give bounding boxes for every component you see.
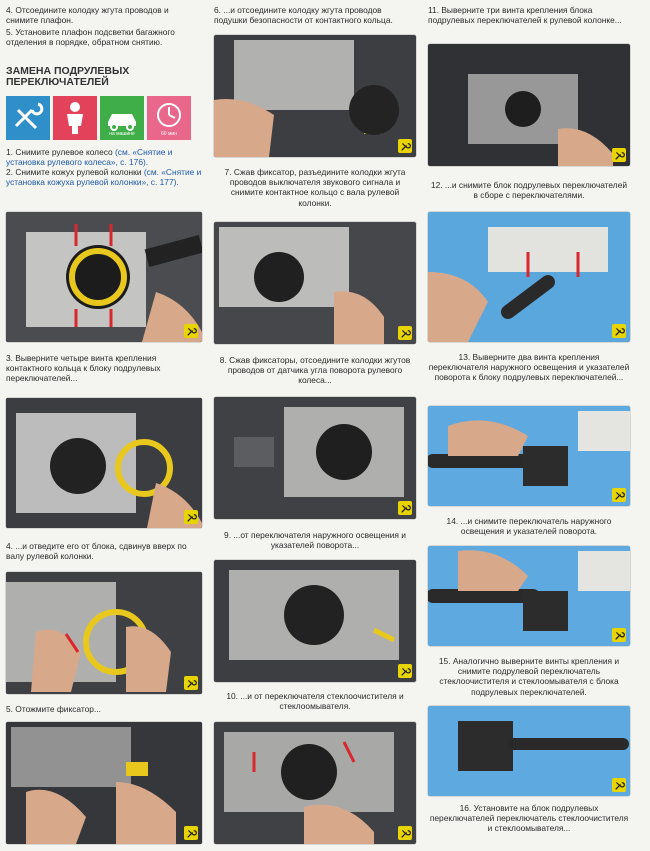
photo-step-11 — [428, 44, 630, 166]
photo-step-14 — [428, 546, 630, 646]
time-tile-caption: 60 мин — [161, 131, 177, 137]
photo-step-4 — [6, 398, 202, 528]
wrench-icon — [184, 676, 198, 690]
photo-step-9 — [214, 560, 416, 682]
step-2-ref-link[interactable]: (см. «Снятие и установка кожуха рулевой колонки», с. 177). — [6, 167, 202, 188]
caption-4: 4. ...и отведите его от блока, сдвинув вверх по валу рулевой колонки. — [6, 541, 187, 562]
clock-icon — [147, 96, 191, 140]
caption-15: 15. Аналогично выверните винты крепления и снимите подрулевой переключатель стеклоочистителя и стеклоомывателя с блока подрулевых переключателей. — [438, 656, 620, 697]
wrench-icon — [398, 826, 412, 840]
photo-step-6 — [214, 35, 416, 157]
wrench-icon — [398, 139, 412, 153]
photo-step-12 — [428, 212, 630, 342]
wrench-icon — [398, 664, 412, 678]
intro-item-4: 4. Отсоедините колодку жгута проводов и снимите плафон. — [6, 5, 169, 26]
car-icon — [100, 96, 144, 140]
caption-5: 5. Отожмите фиксатор... — [6, 704, 101, 714]
caption-14: 14. ...и снимите переключатель наружного освещения и указателей поворота. — [446, 516, 612, 537]
wrench-icon — [398, 501, 412, 515]
caption-10: 10. ...и от переключателя стеклоочистителя и стеклоомывателя. — [226, 691, 404, 712]
caption-7: 7. Сжав фиксатор, разъедините колодки жгута проводов выключателя звукового сигнала и снимите контактное кольцо с вала рулевой колонки. — [224, 167, 406, 208]
caption-11: 11. Выверните три винта крепления блока подрулевых переключателей к рулевой колонке... — [428, 5, 622, 26]
info-tiles — [6, 96, 191, 140]
wrench-icon — [184, 826, 198, 840]
car-tile-caption: на машине — [109, 131, 135, 137]
photo-step-8 — [214, 397, 416, 519]
photo-step-5b — [6, 722, 202, 844]
wrench-icon — [612, 628, 626, 642]
tools-icon — [6, 96, 50, 140]
section-title: ЗАМЕНА ПОДРУЛЕВЫХ ПЕРЕКЛЮЧАТЕЛЕЙ — [6, 65, 130, 88]
wrench-icon — [184, 510, 198, 524]
caption-13: 13. Выверните два винта крепления переключателя наружного освещения и указателей поворота к блоку подрулевых переключателей... — [428, 352, 630, 383]
caption-16: 16. Установите на блок подрулевых переключателей переключатель стеклоочистителя и стеклоомывателя... — [429, 803, 629, 834]
photo-step-15 — [428, 706, 630, 796]
wrench-icon — [612, 778, 626, 792]
wrench-icon — [612, 148, 626, 162]
wrench-icon — [612, 324, 626, 338]
photo-step-3 — [6, 212, 202, 342]
caption-12: 12. ...и снимите блок подрулевых переключателей в сборе с переключателями. — [430, 180, 628, 201]
caption-9: 9. ...от переключателя наружного освещения и указателей поворота... — [224, 530, 406, 551]
caption-3: 3. Выверните четыре винта крепления контактного кольца к блоку подрулевых переключателей... — [6, 353, 161, 384]
step-1: 1. Снимите рулевое колесо (см. «Снятие и установка рулевого колеса», с. 176). — [6, 147, 173, 168]
caption-8: 8. Сжав фиксаторы, отсоедините колодки жгутов проводов от датчика угла поворота рулевого колеса... — [219, 355, 411, 386]
caption-6: 6. ...и отсоедините колодку жгута проводов подушки безопасности от контактного кольца. — [214, 5, 393, 26]
photo-step-10 — [214, 722, 416, 844]
photo-step-13 — [428, 406, 630, 506]
photo-step-5 — [6, 572, 202, 694]
wrench-icon — [184, 324, 198, 338]
photo-step-7 — [214, 222, 416, 344]
step-1-ref-link[interactable]: (см. «Снятие и установка рулевого колеса», с. 176). — [6, 147, 173, 168]
step-2: 2. Снимите кожух рулевой колонки (см. «Снятие и установка кожуха рулевой колонки», с. 177). — [6, 167, 202, 188]
person-icon — [53, 96, 97, 140]
intro-item-5: 5. Установите плафон подсветки багажного отделения в порядке, обратном снятию. — [6, 27, 175, 48]
wrench-icon — [612, 488, 626, 502]
wrench-icon — [398, 326, 412, 340]
